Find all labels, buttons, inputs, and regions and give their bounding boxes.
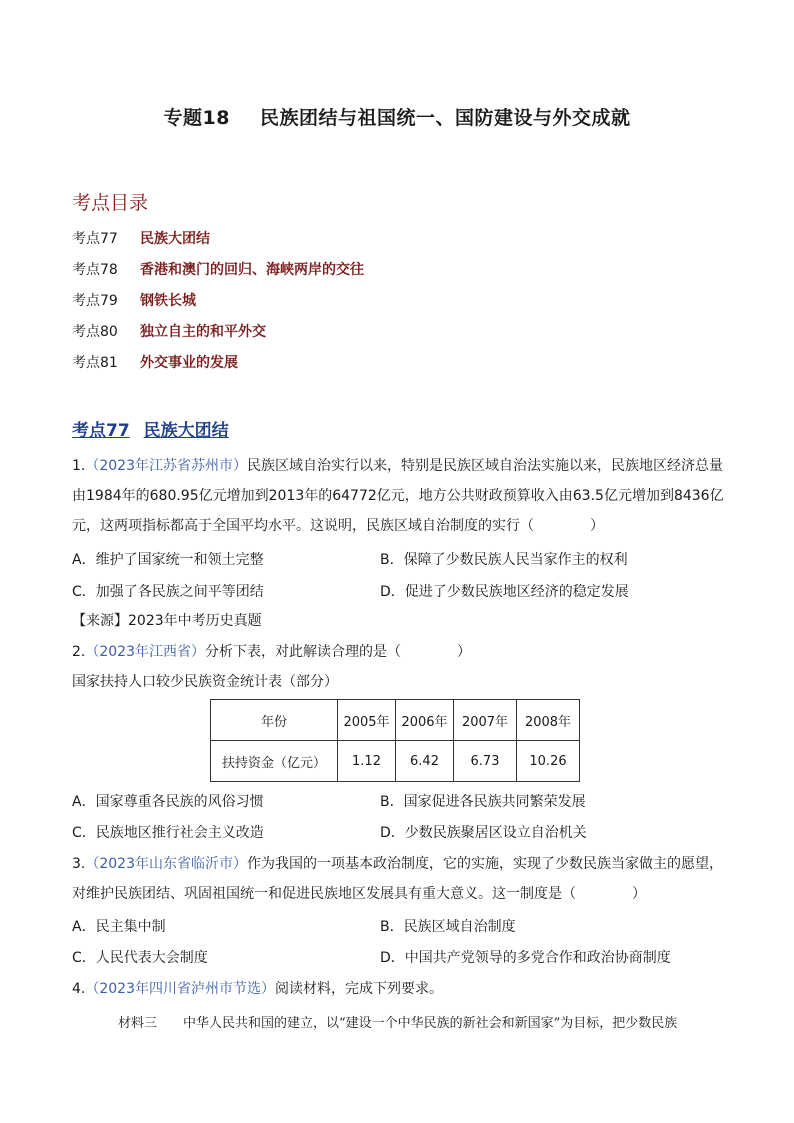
q1-line-2: 由1984年的680.95亿元增加到2013年的64772亿元，地方公共财政预算收入由63.5亿元增加到8436亿: [72, 488, 724, 504]
table-cell: 2005年: [338, 700, 396, 741]
q4-material: [118, 1012, 677, 1031]
q1-text-1: 民族区域自治实行以来，特别是民族区域自治法实施以来，民族地区经济总量: [247, 458, 723, 474]
toc-item[interactable]: [72, 352, 238, 372]
q3-option-d[interactable]: D．中国共产党领导的多党合作和政治协商制度: [380, 950, 671, 966]
q3-option-c[interactable]: C．人民代表大会制度: [72, 950, 208, 966]
q3-source: （2023年山东省临沂市）: [85, 856, 247, 872]
q1-origin: 【来源】2023年中考历史真题: [72, 613, 262, 629]
q1-line-1: [72, 455, 723, 477]
table-cell: 6.42: [396, 741, 454, 782]
q1-source: （2023年江苏省苏州市）: [85, 458, 247, 474]
section-number: 考点77: [72, 421, 130, 441]
toc-item-number: 考点80: [72, 324, 118, 340]
toc-item-label: 独立自主的和平外交: [140, 324, 266, 340]
q3-option-b[interactable]: B．民族区域自治制度: [380, 919, 516, 935]
q3-line-1: [72, 853, 723, 875]
q2-option-d[interactable]: D．少数民族聚居区设立自治机关: [380, 825, 587, 841]
q3-text-1: 作为我国的一项基本政治制度，它的实施，实现了少数民族当家做主的愿望，: [247, 856, 723, 872]
table-cell: 年份: [211, 700, 338, 741]
q4-line-1: [72, 978, 443, 1000]
section-label: 民族大团结: [143, 421, 229, 441]
material-label: 材料三: [118, 1016, 158, 1031]
q1-line-3: 元，这两项指标都高于全国平均水平。这说明，民族区域自治制度的实行（ ）: [72, 518, 604, 534]
toc-item-number: 考点79: [72, 293, 118, 309]
toc-item-label: 钢铁长城: [140, 293, 196, 309]
q2-number: 2.: [72, 644, 86, 660]
q1-option-d[interactable]: D．促进了少数民族地区经济的稳定发展: [380, 584, 629, 600]
q2-option-c[interactable]: C．民族地区推行社会主义改造: [72, 825, 264, 841]
toc-item-number: 考点77: [72, 231, 118, 247]
table-header-row: [211, 700, 580, 741]
table-cell: 2007年: [454, 700, 517, 741]
q3-option-a[interactable]: A．民主集中制: [72, 919, 166, 935]
topic-number: 专题18: [163, 107, 230, 129]
q2-table-title: 国家扶持人口较少民族资金统计表（部分）: [72, 674, 338, 690]
toc-item[interactable]: [72, 290, 196, 310]
toc-item[interactable]: [72, 259, 364, 279]
q4-source: （2023年四川省泸州市节选）: [85, 981, 275, 997]
q4-stem: 阅读材料，完成下列要求。: [275, 981, 443, 997]
q2-option-b[interactable]: B．国家促进各民族共同繁荣发展: [380, 794, 586, 810]
q2-stem: 分析下表，对此解读合理的是（ ）: [205, 644, 471, 660]
table-row: [211, 741, 580, 782]
topic-title: 民族团结与祖国统一、国防建设与外交成就: [259, 107, 631, 129]
toc-heading: 考点目录: [72, 192, 149, 214]
table-cell: 2008年: [517, 700, 580, 741]
material-text: 中华人民共和国的建立，以“建设一个中华民族的新社会和新国家”为目标，把少数民族: [183, 1016, 678, 1031]
table-cell: 1.12: [338, 741, 396, 782]
q1-option-c[interactable]: C．加强了各民族之间平等团结: [72, 584, 264, 600]
q1-option-a[interactable]: A．维护了国家统一和领土完整: [72, 552, 264, 568]
page-title: [0, 103, 794, 130]
table-cell: 6.73: [454, 741, 517, 782]
toc-item-label: 民族大团结: [140, 231, 210, 247]
q3-line-2: 对维护民族团结、巩固祖国统一和促进民族地区发展具有重大意义。这一制度是（ ）: [72, 886, 646, 902]
toc-item-number: 考点81: [72, 355, 118, 371]
toc-item-label: 香港和澳门的回归、海峡两岸的交往: [140, 262, 364, 278]
q3-number: 3.: [72, 856, 86, 872]
q1-number: 1.: [72, 458, 86, 474]
section-heading-link[interactable]: [72, 416, 229, 441]
q2-source: （2023年江西省）: [85, 644, 205, 660]
toc-item[interactable]: [72, 321, 266, 341]
q4-number: 4.: [72, 981, 86, 997]
fund-table: [210, 699, 580, 782]
table-cell: 2006年: [396, 700, 454, 741]
toc-item-number: 考点78: [72, 262, 118, 278]
table-cell: 扶持资金（亿元）: [211, 741, 338, 782]
q1-option-b[interactable]: B．保障了少数民族人民当家作主的权利: [380, 552, 628, 568]
q2-line-1: [72, 641, 471, 663]
table-cell: 10.26: [517, 741, 580, 782]
toc-item[interactable]: [72, 228, 210, 248]
q2-option-a[interactable]: A．国家尊重各民族的风俗习惯: [72, 794, 264, 810]
toc-item-label: 外交事业的发展: [140, 355, 238, 371]
